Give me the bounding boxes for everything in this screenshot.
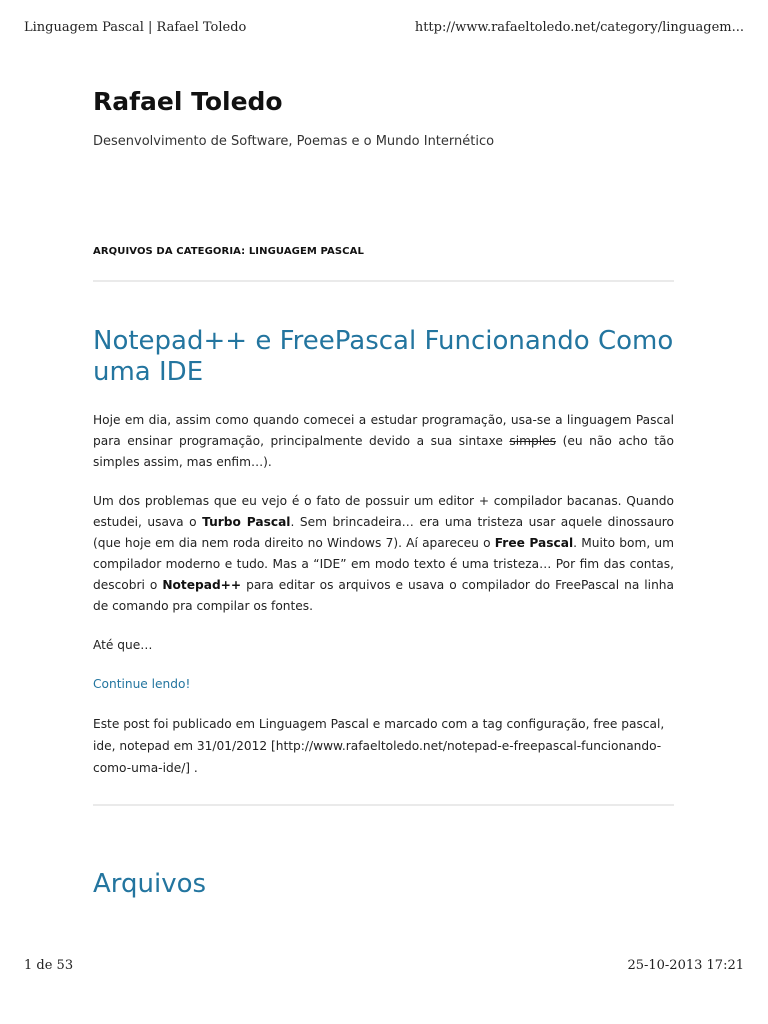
print-datetime: 25-10-2013 17:21 <box>627 958 744 973</box>
bold-term: Free Pascal <box>494 536 574 550</box>
archive-heading: ARQUIVOS DA CATEGORIA: LINGUAGEM PASCAL <box>93 246 364 257</box>
post-paragraph-3: Até que… <box>93 638 153 652</box>
paragraph-text: . Muito bom, um compilador moderno e tudo. Mas a “IDE” em modo texto é uma tristeza… Por fim das contas, descobri o <box>93 536 674 592</box>
page-content <box>93 80 674 899</box>
paragraph-text: (eu não acho tão simples assim, mas enfim…). <box>93 434 674 469</box>
strikethrough-text: simples <box>509 434 556 448</box>
continue-reading-link[interactable]: Continue lendo! <box>93 677 191 691</box>
paragraph-text: . Sem brincadeira… era uma tristeza usar aquele dinossauro (que hoje em dia nem roda direito no Windows 7). Aí apareceu o <box>93 515 674 550</box>
archives-title: Arquivos <box>93 869 207 899</box>
post-meta: Este post foi publicado em Linguagem Pascal e marcado com a tag configuração, free pascal, ide, notepad em 31/01/2012 [http://www.rafaeltoledo.net/notepad-e-freepascal-funcionando-como-uma-ide/] . <box>93 717 665 775</box>
site-description: Desenvolvimento de Software, Poemas e o Mundo Internético <box>93 134 495 149</box>
bold-term: Notepad++ <box>162 578 242 592</box>
divider <box>93 804 674 806</box>
paragraph-text: Hoje em dia, assim como quando comecei a estudar programação, usa-se a linguagem Pascal para ensinar programação, principalmente devido a sua sintaxe <box>93 413 674 448</box>
site-title[interactable]: Rafael Toledo <box>93 87 283 116</box>
post-paragraph-1 <box>93 410 674 473</box>
page-count: 1 de 53 <box>24 958 74 973</box>
print-page-url: http://www.rafaeltoledo.net/category/linguagem... <box>414 20 744 35</box>
divider <box>93 280 674 282</box>
paragraph-text: para editar os arquivos e usava o compilador do FreePascal na linha de comando pra compilar os fontes. <box>93 578 674 613</box>
print-footer <box>24 958 744 973</box>
print-page-title: Linguagem Pascal | Rafael Toledo <box>24 20 247 35</box>
post-title[interactable]: Notepad++ e FreePascal Funcionando Como uma IDE <box>93 326 674 387</box>
post-paragraph-2 <box>93 491 674 617</box>
continue-reading-paragraph <box>93 674 674 695</box>
print-header <box>24 20 744 35</box>
bold-term: Turbo Pascal <box>202 515 291 529</box>
paragraph-text: Um dos problemas que eu vejo é o fato de possuir um editor + compilador bacanas. Quando estudei, usava o <box>93 494 674 529</box>
